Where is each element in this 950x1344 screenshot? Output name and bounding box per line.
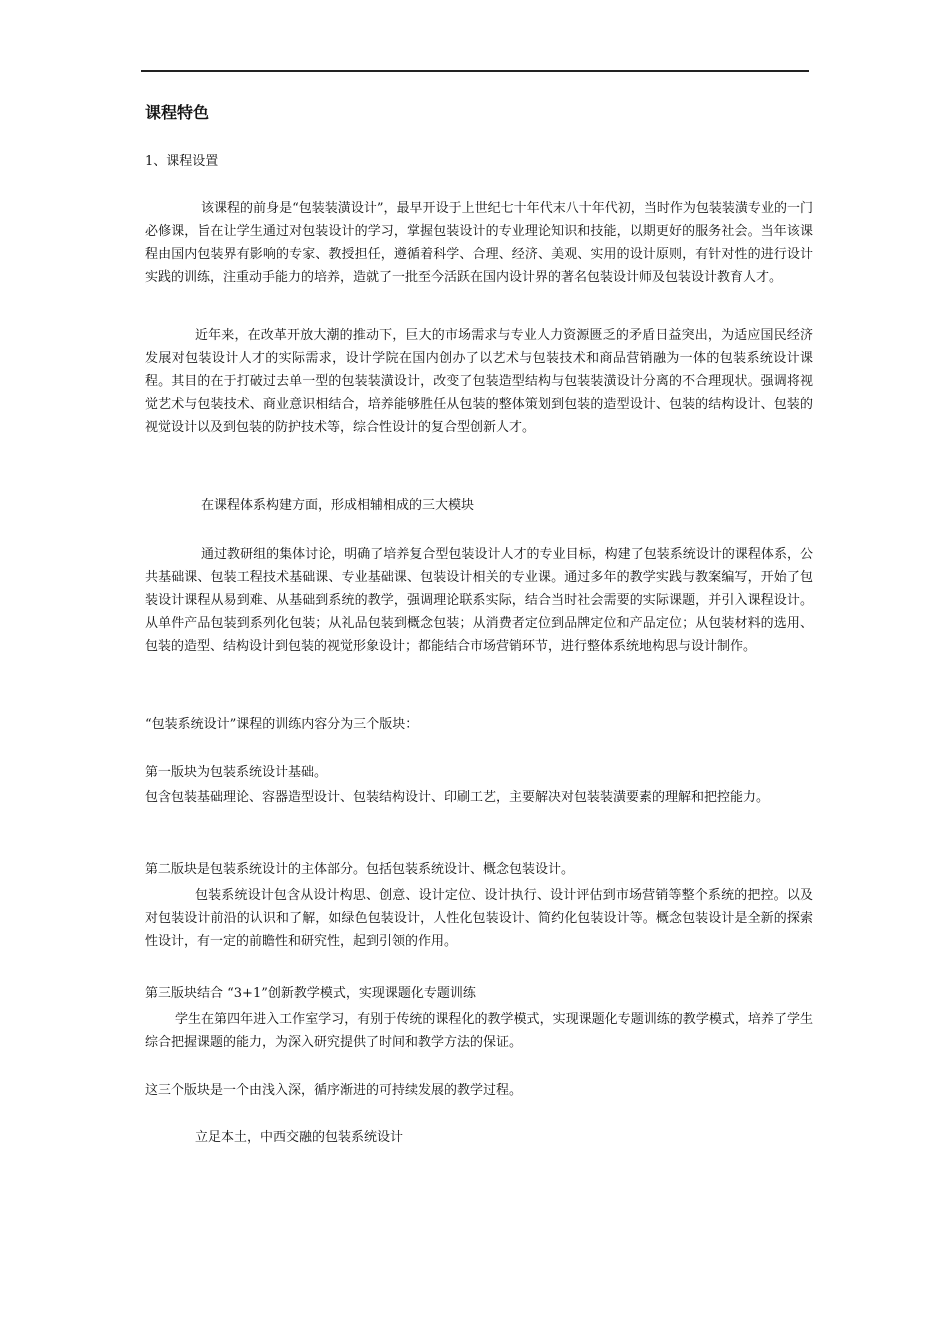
training-intro: “包装系统设计”课程的训练内容分为三个版块： [145, 717, 419, 732]
paragraph-recent-years: 近年来，在改革开放大潮的推动下，巨大的市场需求与专业人力资源匮乏的矛盾日益突出，为适应国民经济发展对包装设计人才的实际需求，设计学院在国内创办了以艺术与包装技术和商品营销融为一体的包装系统设计课程。其目的在于打破过去单一型的包装装潢设计，改变了包装造型结构与包装装潢设计分离的不合理现状。强调将视觉艺术与包装技术、商业意识相结合，培养能够胜任从包装的整体策划到包装的造型设计、包装的结构设计、包装的视觉设计以及到包装的防护技术等，综合性设计的复合型创新人才。 [145, 328, 813, 435]
section-heading: 1、课程设置 [145, 154, 219, 169]
top-rule [141, 70, 809, 72]
block1-title: 第一版块为包装系统设计基础。 [145, 765, 328, 780]
block3-title: 第三版块结合 “3+1”创新教学模式，实现课题化专题训练 [145, 986, 476, 1001]
block3-text: 学生在第四年进入工作室学习，有别于传统的课程化的教学模式，实现课题化专题训练的教学模式，培养了学生综合把握课题的能力，为深入研究提供了时间和教学方法的保证。 [145, 1012, 813, 1050]
paragraph-history: 该课程的前身是“包装装潢设计”，最早开设于上世纪七十年代末八十年代初，当时作为包装装潢专业的一门必修课，旨在让学生通过对包装设计的学习，掌握包装设计的专业理论知识和技能，以期更好的服务社会。当年该课程由国内包装界有影响的专家、教授担任，遵循着科学、合理、经济、美观、实用的设计原则，有针对性的进行设计实践的训练，注重动手能力的培养，造就了一批至今活跃在国内设计界的著名包装设计师及包装设计教育人才。 [145, 201, 813, 285]
subheading-localization: 立足本土，中西交融的包装系统设计 [195, 1130, 404, 1145]
paragraph-curriculum: 通过教研组的集体讨论，明确了培养复合型包装设计人才的专业目标，构建了包装系统设计的课程体系，公共基础课、包装工程技术基础课、专业基础课、包装设计相关的专业课。通过多年的教学实践与教案编写，开始了包装设计课程从易到难、从基础到系统的教学，强调理论联系实际，结合当时社会需要的实际课题，并引入课程设计。从单件产品包装到系列化包装；从礼品包装到概念包装；从消费者定位到品牌定位和产品定位；从包装材料的选用、包装的造型、结构设计到包装的视觉形象设计；都能结合市场营销环节，进行整体系统地构思与设计制作。 [145, 547, 813, 654]
subheading-course-system: 在课程体系构建方面，形成相辅相成的三大模块 [201, 498, 475, 513]
block2-title: 第二版块是包装系统设计的主体部分。包括包装系统设计、概念包装设计。 [145, 862, 575, 877]
summary-line: 这三个版块是一个由浅入深，循序渐进的可持续发展的教学过程。 [145, 1083, 523, 1098]
block1-text: 包含包装基础理论、容器造型设计、包装结构设计、印刷工艺，主要解决对包装装潢要素的理解和把控能力。 [145, 790, 770, 805]
block2-text: 包装系统设计包含从设计构思、创意、设计定位、设计执行、设计评估到市场营销等整个系统的把控。以及对包装设计前沿的认识和了解，如绿色包装设计，人性化包装设计、简约化包装设计等。概念包装设计是全新的探索性设计，有一定的前瞻性和研究性，起到引领的作用。 [145, 888, 813, 949]
document-title: 课程特色 [145, 103, 210, 122]
